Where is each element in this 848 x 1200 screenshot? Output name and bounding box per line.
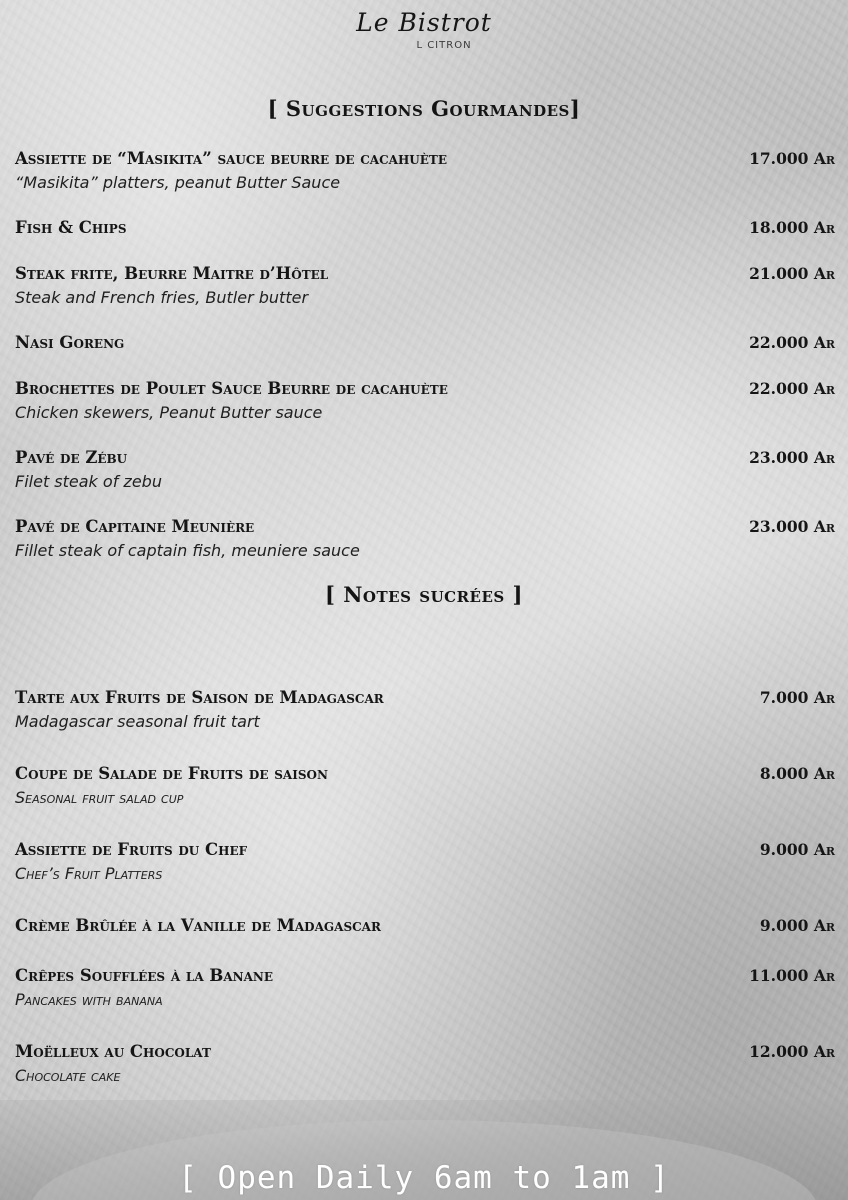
item-price: 21.000 Ar — [749, 264, 835, 283]
item-price: 22.000 Ar — [749, 333, 835, 352]
item-price: 23.000 Ar — [749, 448, 835, 467]
item-description: Fillet steak of captain fish, meuniere sauce — [15, 541, 360, 560]
menu-item — [15, 217, 835, 239]
logo-subtitle: L CITRON — [416, 40, 472, 51]
item-price: 8.000 Ar — [759, 764, 835, 783]
item-name: Assiette de “Masikita” sauce beurre de cacahuète — [15, 149, 447, 168]
item-description: Steak and French fries, Butler butter — [15, 288, 309, 307]
item-name: Pavé de Capitaine Meunière — [15, 517, 255, 536]
menu-item — [15, 516, 835, 562]
item-name: Coupe de Salade de Fruits de saison — [15, 764, 328, 783]
section-title-gourmandes: [ Suggestions Gourmandes] — [267, 96, 581, 121]
item-name: Crêpes Soufflées à la Banane — [15, 966, 274, 985]
item-price: 9.000 Ar — [759, 840, 835, 859]
menu-item — [15, 148, 835, 194]
menu-item — [15, 447, 835, 493]
logo-title: Le Bistrot — [356, 8, 492, 37]
item-price: 18.000 Ar — [749, 218, 835, 237]
item-price: 12.000 Ar — [749, 1042, 835, 1061]
footer-banner — [0, 1100, 848, 1200]
item-description: Filet steak of zebu — [15, 472, 162, 491]
item-price: 17.000 Ar — [749, 149, 835, 168]
item-name: Fish & Chips — [15, 218, 127, 237]
section-title-sucrees: [ Notes sucrées ] — [324, 582, 523, 607]
menu-item — [15, 1041, 835, 1087]
item-price: 22.000 Ar — [749, 379, 835, 398]
menu-item — [15, 687, 835, 733]
item-description: Chocolate cake — [15, 1066, 121, 1085]
item-description: “Masikita” platters, peanut Butter Sauce — [15, 173, 341, 192]
item-name: Nasi Goreng — [15, 333, 125, 352]
menu-item — [15, 763, 835, 809]
item-description: Pancakes with banana — [15, 990, 163, 1009]
menu-item — [15, 332, 835, 354]
item-description: Madagascar seasonal fruit tart — [15, 712, 260, 731]
item-price: 9.000 Ar — [759, 916, 835, 935]
item-description: Chicken skewers, Peanut Butter sauce — [15, 403, 323, 422]
item-name: Pavé de Zébu — [15, 448, 128, 467]
menu-item — [15, 263, 835, 309]
item-name: Tarte aux Fruits de Saison de Madagascar — [15, 688, 384, 707]
restaurant-logo — [0, 6, 848, 51]
menu-item — [15, 965, 835, 1011]
item-price: 11.000 Ar — [749, 966, 835, 985]
item-description: Seasonal fruit salad cup — [15, 788, 184, 807]
opening-hours: [ Open Daily 6am to 1am ] — [178, 1160, 670, 1196]
item-name: Steak frite, Beurre Maitre d’Hôtel — [15, 264, 329, 283]
item-name: Brochettes de Poulet Sauce Beurre de cacahuète — [15, 379, 448, 398]
item-description: Chef’s Fruit Platters — [15, 864, 163, 883]
item-name: Crème Brûlée à la Vanille de Madagascar — [15, 916, 381, 935]
item-price: 23.000 Ar — [749, 517, 835, 536]
menu-item — [15, 839, 835, 885]
menu-item — [15, 915, 835, 937]
menu-item — [15, 378, 835, 424]
item-name: Moëlleux au Chocolat — [15, 1042, 211, 1061]
item-name: Assiette de Fruits du Chef — [15, 840, 248, 859]
item-price: 7.000 Ar — [759, 688, 835, 707]
